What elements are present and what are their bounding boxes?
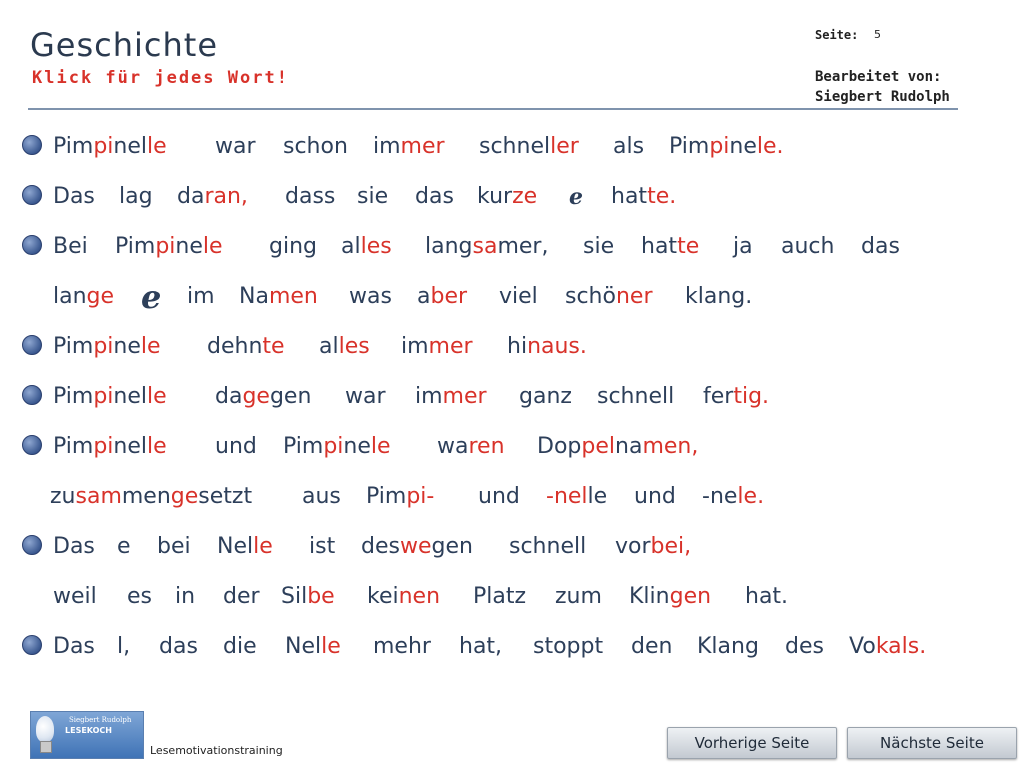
word-syllable: men [121, 484, 171, 509]
story-word[interactable] [613, 134, 644, 159]
logo-brand: LESEKOCH [65, 726, 112, 735]
story-word[interactable] [509, 534, 586, 559]
word-syllable: e [141, 278, 162, 316]
word-syllable: te. [647, 184, 677, 209]
word-syllable: schnell [509, 534, 587, 559]
word-syllable: pi [323, 434, 344, 459]
next-page-button[interactable]: Nächste Seite [847, 727, 1017, 759]
word-syllable: gen [669, 584, 712, 609]
word-syllable: ler [550, 134, 579, 159]
word-syllable: bei, [650, 534, 692, 559]
word-syllable: sie [357, 184, 389, 209]
word-syllable: mer [400, 134, 445, 159]
word-syllable: ne [175, 234, 203, 259]
story-word[interactable] [175, 584, 195, 609]
word-syllable: da [177, 184, 205, 209]
word-syllable: e [117, 534, 131, 559]
word-syllable: und [478, 484, 520, 509]
story-word[interactable] [53, 434, 167, 459]
word-syllable: le [202, 234, 223, 259]
story-word[interactable] [117, 634, 130, 659]
word-syllable: nel [113, 434, 147, 459]
story-word[interactable] [223, 584, 260, 609]
word-syllable: nel [113, 384, 147, 409]
bullet-icon [22, 135, 42, 155]
word-syllable: im [187, 284, 215, 309]
word-syllable: men [268, 284, 318, 309]
story-word[interactable] [479, 134, 579, 159]
story-word[interactable] [615, 534, 691, 559]
story-word[interactable] [569, 184, 583, 210]
story-word[interactable] [361, 534, 473, 559]
story-word[interactable] [53, 134, 167, 159]
word-syllable: mer [428, 334, 473, 359]
story-word[interactable] [53, 534, 95, 559]
story-word[interactable] [733, 234, 753, 259]
word-syllable: Nel [285, 634, 322, 659]
word-syllable: mer [442, 384, 487, 409]
lightbulb-icon [36, 716, 54, 742]
story-word[interactable] [117, 534, 131, 559]
word-syllable: klang. [685, 284, 753, 309]
word-syllable: ne [343, 434, 371, 459]
word-syllable: und [634, 484, 676, 509]
story-word[interactable] [781, 234, 834, 259]
word-syllable: vor [615, 534, 651, 559]
word-syllable: ganz [519, 384, 572, 409]
word-syllable: Klang [697, 634, 759, 659]
word-syllable: hat. [745, 584, 789, 609]
word-syllable: le [140, 334, 161, 359]
story-word[interactable] [349, 284, 392, 309]
story-word[interactable] [519, 384, 572, 409]
story-word[interactable] [285, 184, 335, 209]
story-word[interactable] [583, 234, 614, 259]
word-syllable: le [147, 134, 167, 159]
word-syllable: -ne [702, 484, 738, 509]
story-word[interactable] [53, 634, 95, 659]
word-syllable: Das [53, 184, 95, 209]
story-word[interactable] [703, 384, 769, 409]
story-word[interactable] [283, 434, 391, 459]
word-syllable: men, [642, 434, 699, 459]
word-syllable: nen [398, 584, 441, 609]
bullet-icon [22, 435, 42, 455]
word-syllable: hat [611, 184, 648, 209]
bullet-icon [22, 185, 42, 205]
word-syllable: hi [507, 334, 528, 359]
story-word[interactable] [507, 334, 587, 359]
word-syllable: Pim [115, 234, 156, 259]
word-syllable: Dop [537, 434, 582, 459]
story-word[interactable] [745, 584, 788, 609]
word-syllable: lang [425, 234, 473, 259]
word-syllable: der [223, 584, 260, 609]
word-syllable: le [587, 484, 608, 509]
word-syllable: Sil [281, 584, 308, 609]
story-word[interactable] [565, 284, 653, 309]
word-syllable: ging [269, 234, 317, 259]
story-word[interactable] [309, 534, 335, 559]
story-word[interactable] [159, 634, 198, 659]
word-syllable: zum [555, 584, 602, 609]
story-word[interactable] [217, 534, 273, 559]
story-word[interactable] [373, 134, 445, 159]
story-word[interactable] [223, 634, 257, 659]
word-syllable: sa [472, 234, 498, 259]
word-syllable: te [677, 234, 700, 259]
footer-label: Lesemotivationstraining [150, 744, 283, 757]
story-word[interactable] [53, 584, 97, 609]
story-word[interactable] [281, 584, 335, 609]
word-syllable: be [307, 584, 335, 609]
word-syllable: wa [437, 434, 469, 459]
word-syllable: zu [50, 484, 76, 509]
story-word[interactable] [50, 484, 252, 509]
story-word[interactable] [215, 434, 257, 459]
word-syllable: ge [86, 284, 115, 309]
word-syllable: schnell [597, 384, 675, 409]
word-syllable: tig. [733, 384, 770, 409]
word-syllable: aus [302, 484, 341, 509]
word-syllable: hat, [459, 634, 503, 659]
word-syllable: des [785, 634, 824, 659]
story-word[interactable] [207, 334, 285, 359]
story-word[interactable] [239, 284, 318, 309]
word-syllable: le [253, 534, 273, 559]
word-syllable: Pim [53, 334, 94, 359]
previous-page-button[interactable]: Vorherige Seite [667, 727, 837, 759]
word-syllable: im [415, 384, 443, 409]
page-label: Seite: [815, 28, 859, 42]
word-syllable: und [215, 434, 257, 459]
story-word[interactable] [367, 584, 440, 609]
word-syllable: schnel [479, 134, 551, 159]
story-word[interactable] [425, 234, 548, 259]
word-syllable: die [223, 634, 257, 659]
word-syllable: l, [117, 634, 131, 659]
word-syllable: lag [119, 184, 153, 209]
story-word[interactable] [785, 634, 824, 659]
header-divider [28, 108, 958, 110]
word-syllable: e [569, 184, 583, 210]
word-syllable: les [360, 234, 392, 259]
story-word[interactable] [631, 634, 672, 659]
bullet-icon [22, 385, 42, 405]
word-syllable: fer [703, 384, 734, 409]
story-word[interactable] [477, 184, 537, 209]
word-syllable: dehn [207, 334, 263, 359]
word-syllable: ren [468, 434, 505, 459]
editor-info [815, 67, 950, 107]
story-word[interactable] [861, 234, 900, 259]
word-syllable: le [147, 384, 167, 409]
story-word[interactable] [437, 434, 505, 459]
word-syllable: sam [75, 484, 122, 509]
word-syllable: Vo [849, 634, 876, 659]
word-syllable: schon [283, 134, 348, 159]
story-word[interactable] [53, 234, 88, 259]
word-syllable: was [349, 284, 392, 309]
word-syllable: Pim [53, 384, 94, 409]
story-word[interactable] [415, 384, 487, 409]
word-syllable: stoppt [533, 634, 604, 659]
lesekoch-logo [30, 711, 144, 759]
word-syllable: den [631, 634, 673, 659]
edited-label: Bearbeitet von: [815, 69, 942, 85]
story-word[interactable] [634, 484, 676, 509]
story-word[interactable] [53, 334, 161, 359]
word-syllable: ja [733, 234, 753, 259]
word-syllable: pi [709, 134, 730, 159]
word-syllable: bei [157, 534, 191, 559]
word-syllable: war [215, 134, 256, 159]
word-syllable: Platz [473, 584, 527, 609]
story-word[interactable] [157, 534, 191, 559]
story-word[interactable] [53, 184, 95, 209]
word-syllable: Pim [669, 134, 710, 159]
story-word[interactable] [345, 384, 386, 409]
word-syllable: hat [641, 234, 678, 259]
story-word[interactable] [215, 384, 311, 409]
word-syllable: le. [756, 134, 784, 159]
word-syllable: Pim [283, 434, 324, 459]
word-syllable: schö [565, 284, 616, 309]
word-syllable: setzt [198, 484, 253, 509]
story-word[interactable] [473, 584, 526, 609]
word-syllable: pi [93, 384, 114, 409]
lightbulb-base [40, 741, 52, 753]
word-syllable: Pim [53, 134, 94, 159]
word-syllable: des [361, 534, 400, 559]
story-word[interactable] [373, 634, 431, 659]
word-syllable: kur [477, 184, 513, 209]
word-syllable: Pim [366, 484, 407, 509]
logo-author: Siegbert Rudolph [69, 716, 132, 724]
page-number: 5 [874, 28, 881, 41]
story-word[interactable] [53, 384, 167, 409]
word-syllable: als [613, 134, 645, 159]
word-syllable: te [262, 334, 285, 359]
story-word[interactable] [187, 284, 215, 309]
story-word[interactable] [177, 184, 248, 209]
word-syllable: les [338, 334, 370, 359]
story-word[interactable] [319, 334, 370, 359]
word-syllable: Klin [629, 584, 670, 609]
word-syllable: viel [499, 284, 538, 309]
word-syllable: pel [581, 434, 615, 459]
story-word[interactable] [537, 434, 698, 459]
word-syllable: das [159, 634, 198, 659]
word-syllable: Das [53, 534, 95, 559]
word-syllable: auch [781, 234, 835, 259]
word-syllable: Pim [53, 434, 94, 459]
word-syllable: ge [242, 384, 270, 409]
word-syllable: ne [729, 134, 757, 159]
story-word[interactable] [401, 334, 473, 359]
word-syllable: im [373, 134, 401, 159]
word-syllable: ber [430, 284, 468, 309]
story-word[interactable] [685, 284, 752, 309]
story-word[interactable] [849, 634, 926, 659]
word-syllable: mer, [497, 234, 549, 259]
story-word[interactable] [555, 584, 602, 609]
story-word[interactable] [302, 484, 341, 509]
word-syllable: ist [309, 534, 336, 559]
word-syllable: le [370, 434, 391, 459]
word-syllable: le [321, 634, 341, 659]
word-syllable: ze [512, 184, 538, 209]
story-word[interactable] [597, 384, 674, 409]
word-syllable: nel [113, 134, 147, 159]
word-syllable: gen [269, 384, 312, 409]
story-word[interactable] [53, 284, 114, 309]
bullet-icon [22, 235, 42, 255]
word-syllable: Das [53, 634, 95, 659]
word-syllable: war [345, 384, 386, 409]
editor-name: Siegbert Rudolph [815, 89, 950, 105]
word-syllable: mehr [373, 634, 431, 659]
word-syllable: naus. [527, 334, 587, 359]
word-syllable: pi- [406, 484, 435, 509]
word-syllable: das [415, 184, 454, 209]
word-syllable: na [615, 434, 643, 459]
word-syllable: ner [615, 284, 653, 309]
word-syllable: pi [93, 334, 114, 359]
word-syllable: a [417, 284, 431, 309]
word-syllable: Bei [53, 234, 88, 259]
instruction-subtitle: Klick für jedes Wort! [32, 68, 289, 88]
word-syllable: kals. [875, 634, 927, 659]
story-word[interactable] [119, 184, 153, 209]
word-syllable: al [341, 234, 361, 259]
story-word[interactable] [215, 134, 256, 159]
word-syllable: da [215, 384, 243, 409]
story-word[interactable] [611, 184, 676, 209]
story-word[interactable] [417, 284, 467, 309]
story-word[interactable] [533, 634, 603, 659]
word-syllable: ran, [204, 184, 248, 209]
word-syllable: le [147, 434, 167, 459]
story-word[interactable] [357, 184, 388, 209]
story-word[interactable] [115, 234, 223, 259]
story-word[interactable] [499, 284, 538, 309]
word-syllable: pi [155, 234, 176, 259]
word-syllable: es [127, 584, 152, 609]
story-word[interactable] [285, 634, 341, 659]
story-word[interactable] [141, 278, 162, 322]
story-word[interactable] [697, 634, 759, 659]
story-word[interactable] [269, 234, 317, 259]
word-syllable: -nel [546, 484, 588, 509]
word-syllable: pi [93, 434, 114, 459]
story-word[interactable] [366, 484, 434, 509]
word-syllable: in [175, 584, 196, 609]
page-title: Geschichte [30, 26, 219, 64]
word-syllable: weil [53, 584, 97, 609]
story-word[interactable] [459, 634, 502, 659]
story-word[interactable] [669, 134, 784, 159]
story-word[interactable] [127, 584, 152, 609]
story-word[interactable] [283, 134, 348, 159]
word-syllable: Nel [217, 534, 254, 559]
word-syllable: ge [170, 484, 199, 509]
word-syllable: gen [431, 534, 473, 559]
word-syllable: we [399, 534, 432, 559]
word-syllable: lan [53, 284, 87, 309]
story-word[interactable] [641, 234, 699, 259]
story-word[interactable] [702, 484, 764, 509]
story-word[interactable] [546, 484, 607, 509]
word-syllable: das [861, 234, 900, 259]
story-word[interactable] [341, 234, 392, 259]
word-syllable: ne [113, 334, 141, 359]
story-word[interactable] [629, 584, 711, 609]
word-syllable: Na [239, 284, 269, 309]
word-syllable: dass [285, 184, 336, 209]
word-syllable: kei [367, 584, 399, 609]
bullet-icon [22, 635, 42, 655]
word-syllable: sie [583, 234, 615, 259]
word-syllable: al [319, 334, 339, 359]
word-syllable: le. [737, 484, 765, 509]
story-word[interactable] [478, 484, 520, 509]
word-syllable: pi [93, 134, 114, 159]
bullet-icon [22, 535, 42, 555]
word-syllable: im [401, 334, 429, 359]
bullet-icon [22, 335, 42, 355]
story-word[interactable] [415, 184, 454, 209]
